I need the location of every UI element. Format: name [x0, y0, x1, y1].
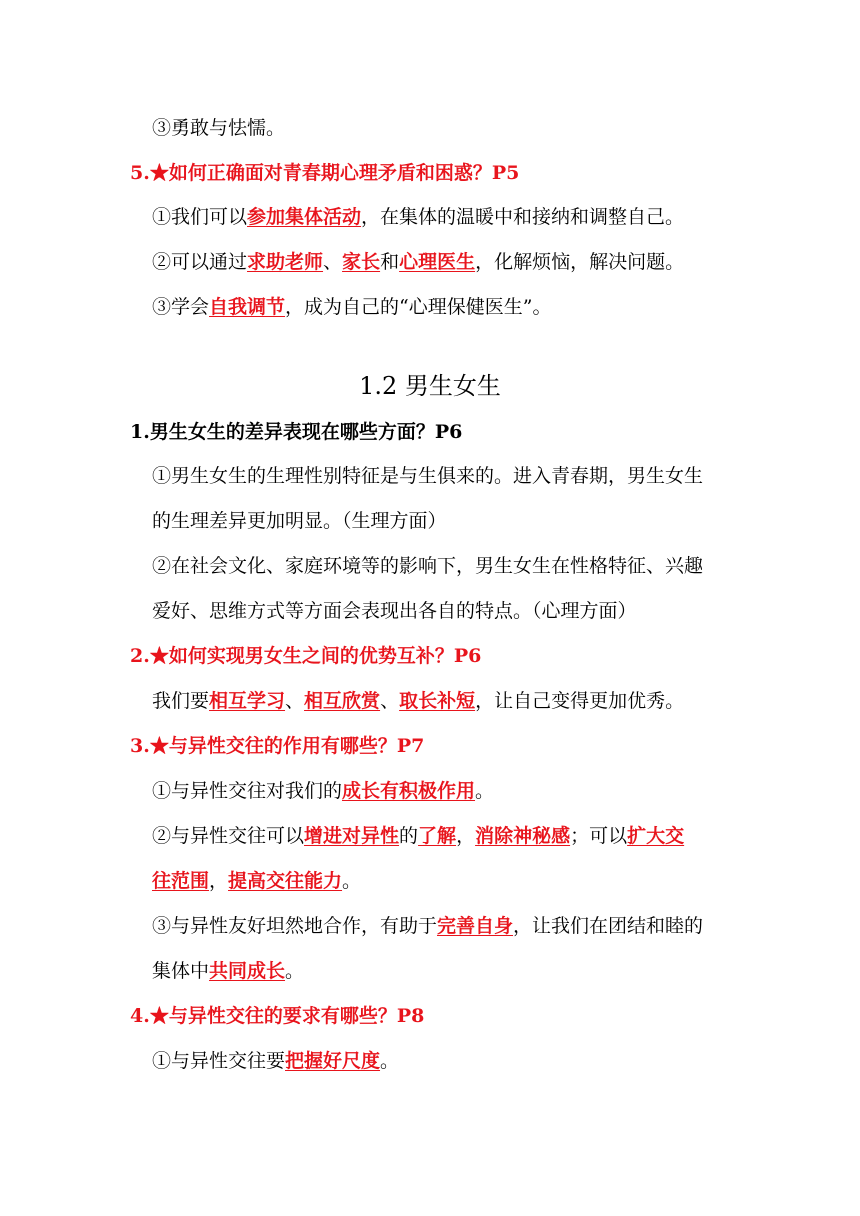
text-segment: 5.★如何正确面对青春期心理矛盾和困惑？P5	[130, 162, 520, 184]
text-segment: ①我们可以	[152, 206, 248, 228]
text-segment: ①与异性交往对我们的	[152, 780, 343, 802]
text-segment: ③与异性友好坦然地合作，有助于	[152, 915, 438, 937]
paragraph-line	[152, 507, 447, 535]
text-segment: 的	[399, 825, 419, 847]
text-segment: ；可以	[570, 825, 628, 847]
section-title	[0, 370, 860, 402]
text-segment: 、	[323, 251, 343, 273]
list-item	[152, 912, 703, 940]
list-item	[152, 777, 494, 805]
keyword: 取长补短	[399, 690, 476, 712]
text-segment: ②与异性交往可以	[152, 825, 305, 847]
text-segment: 的生理差异更加明显。（生理方面）	[152, 510, 447, 532]
keyword: 自我调节	[209, 296, 286, 318]
text-segment: 、	[285, 690, 305, 712]
keyword: 消除神秘感	[475, 825, 571, 847]
text-segment: 。	[380, 1050, 400, 1072]
text-segment: 我们要	[152, 690, 210, 712]
list-item	[152, 114, 285, 142]
question-heading	[130, 418, 462, 446]
paragraph-line	[152, 462, 703, 490]
keyword: 共同成长	[209, 960, 286, 982]
paragraph-line	[152, 552, 703, 580]
list-item	[152, 293, 551, 321]
paragraph-line	[152, 597, 637, 625]
question-heading	[130, 732, 424, 760]
question-heading	[130, 642, 481, 670]
text-segment: ①与异性交往要	[152, 1050, 286, 1072]
keyword: 了解	[418, 825, 457, 847]
text-segment: 爱好、思维方式等方面会表现出各自的特点。（心理方面）	[152, 600, 637, 622]
list-item	[152, 822, 684, 850]
keyword: 相互欣赏	[304, 690, 381, 712]
keyword: 家长	[342, 251, 381, 273]
text-segment: 4.★与异性交往的要求有哪些？P8	[130, 1005, 425, 1027]
question-heading	[130, 1002, 424, 1030]
text-segment: ②可以通过	[152, 251, 248, 273]
list-item	[152, 957, 304, 985]
text-segment: 、	[380, 690, 400, 712]
text-segment: ，	[209, 870, 229, 892]
keyword: 扩大交	[627, 825, 685, 847]
text-segment: ②在社会文化、家庭环境等的影响下，男生女生在性格特征、兴趣	[152, 555, 704, 577]
text-segment: 集体中	[152, 960, 210, 982]
text-segment: 2.★如何实现男女生之间的优势互补？P6	[130, 645, 482, 667]
keyword: 参加集体活动	[247, 206, 362, 228]
text-segment: 3.★与异性交往的作用有哪些？P7	[130, 735, 425, 757]
list-item	[152, 203, 684, 231]
keyword: 增进对异性	[304, 825, 400, 847]
list-item	[152, 1047, 399, 1075]
text-segment: 。	[285, 960, 305, 982]
keyword: 把握好尺度	[285, 1050, 381, 1072]
text-segment: ，	[456, 825, 476, 847]
keyword: 完善自身	[437, 915, 514, 937]
text-segment: 。	[475, 780, 495, 802]
text-segment: ，成为自己的“心理保健医生”。	[285, 296, 552, 318]
question-heading	[130, 159, 519, 187]
keyword: 提高交往能力	[228, 870, 343, 892]
list-item	[152, 248, 684, 276]
text-segment: ，让我们在团结和睦的	[513, 915, 704, 937]
keyword: 心理医生	[399, 251, 476, 273]
text-segment: ③学会	[152, 296, 210, 318]
text-segment: ，化解烦恼，解决问题。	[475, 251, 685, 273]
text-segment: 1.男生女生的差异表现在哪些方面？P6	[130, 421, 463, 443]
list-item	[152, 867, 361, 895]
text-segment: ①男生女生的生理性别特征是与生俱来的。进入青春期，男生女生	[152, 465, 704, 487]
text-segment: 和	[380, 251, 400, 273]
keyword: 求助老师	[247, 251, 324, 273]
keyword: 相互学习	[209, 690, 286, 712]
paragraph-line	[152, 687, 684, 715]
text-segment: ，让自己变得更加优秀。	[475, 690, 685, 712]
text-segment: 。	[342, 870, 362, 892]
keyword: 往范围	[152, 870, 210, 892]
text-segment: ，在集体的温暖中和接纳和调整自己。	[361, 206, 685, 228]
text-segment: 1.2 男生女生	[359, 372, 501, 400]
keyword: 成长有积极作用	[342, 780, 476, 802]
text-segment: ③勇敢与怯懦。	[152, 117, 286, 139]
